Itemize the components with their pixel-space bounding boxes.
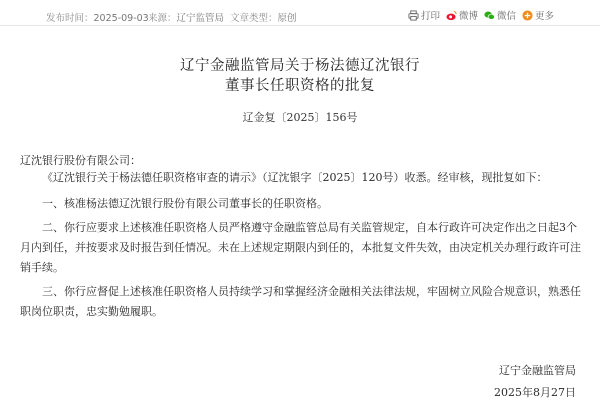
weibo-icon [446,10,457,21]
wechat-icon [484,10,495,21]
item-2-paragraph: 二、你行应要求上述核准任职资格人员严格遵守金融监管总局有关监管规定，自本行政许可决定作出之日起3个月内到任，并按要求及时报告到任情况。未在上述规定期限内到任的，本批复文件失效，由决定机关办理行政许可注销手续。 [20,221,581,274]
weibo-label: 微博 [458,11,478,22]
publish-time-value: 2025-09-03 [93,13,149,24]
addressee: 辽沈银行股份有限公司： [20,154,141,167]
signer: 辽宁金融监管局 [499,364,576,377]
item-1-paragraph: 一、核准杨法德辽沈银行股份有限公司董事长的任职资格。 [42,197,328,210]
wechat-share-button[interactable] [484,8,516,22]
publish-time-label: 发布时间： [46,13,94,24]
source-value: 辽宁监管局 [176,13,225,24]
intro-paragraph: 《辽沈银行关于杨法德任职资格审查的请示》（辽沈银字〔2025〕120号）收悉。经审核，现批复如下： [42,171,548,184]
meta-divider [0,25,600,26]
more-label: 更多 [534,11,554,22]
source [148,10,224,24]
document-number: 辽金复〔2025〕156号 [242,111,358,124]
share-tools [408,8,554,22]
article-type [230,10,297,24]
document-title-line-1: 辽宁金融监管局关于杨法德辽沈银行 [180,58,420,74]
article-type-label: 文章类型： [230,13,278,24]
printer-icon [408,10,419,21]
print-button[interactable] [408,8,440,22]
wechat-label: 微信 [496,11,516,22]
item-3-paragraph: 三、你行应督促上述核准任职资格人员持续学习和掌握经济金融相关法律法规，牢固树立风险合规意识，熟悉任职岗位职责，忠实勤勉履职。 [20,285,581,318]
sign-date: 2025年8月27日 [494,386,576,399]
source-label: 来源： [148,13,177,24]
more-share-button[interactable] [522,8,554,22]
article-type-value: 原创 [277,13,297,24]
publish-time [46,10,149,24]
more-icon [522,10,533,21]
print-label: 打印 [420,11,440,22]
document-title-line-2: 董事长任职资格的批复 [225,78,375,94]
article-meta-bar [0,8,600,26]
weibo-share-button[interactable] [446,8,478,22]
